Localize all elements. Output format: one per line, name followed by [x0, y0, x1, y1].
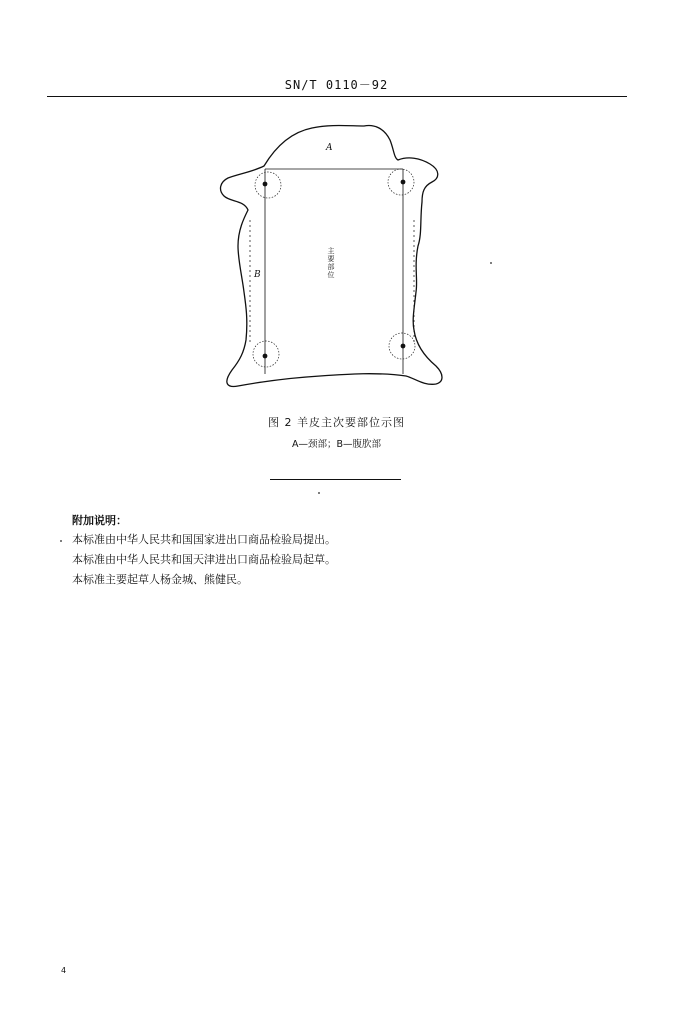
figure-legend: A—颈部；B—腹肷部: [291, 439, 382, 450]
note-item: 本标准主要起草人杨金城、熊健民。: [72, 573, 248, 586]
sheepskin-diagram: [208, 120, 460, 395]
scan-speck: [490, 262, 492, 264]
section-rule: [270, 479, 401, 480]
label-main-area: 主要部位: [327, 247, 335, 279]
scan-speck: [60, 540, 62, 542]
note-item: 本标准由中华人民共和国天津进出口商品检验局起草。: [72, 553, 336, 566]
scan-speck: [318, 492, 320, 494]
figure-caption: 图 2 羊皮主次要部位示图: [268, 416, 405, 429]
notes-heading: 附加说明：: [72, 514, 127, 527]
header-rule: [47, 96, 627, 97]
standard-code: SN/T 0110－92: [284, 78, 389, 92]
notes-list: [72, 533, 336, 593]
sheepskin-svg: [208, 120, 460, 395]
note-item: 本标准由中华人民共和国国家进出口商品检验局提出。: [72, 533, 336, 546]
label-b: B: [254, 270, 261, 280]
page-number: 4: [61, 966, 67, 975]
label-a: A: [326, 143, 333, 153]
